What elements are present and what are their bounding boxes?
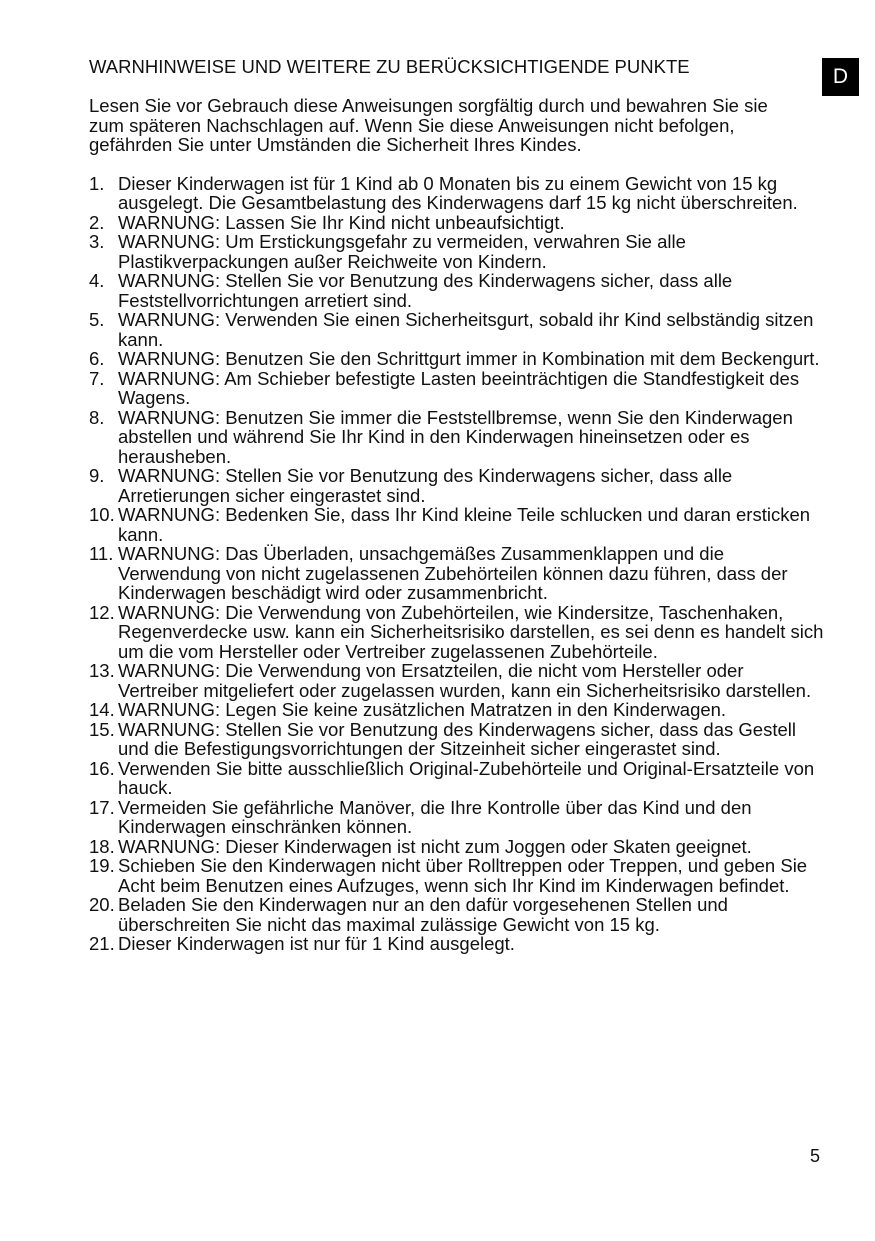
item-text: WARNUNG: Die Verwendung von Zubehörteilen, wie Kindersitze, Taschenhaken, Regenverdecke usw. kann ein Sicherheitsrisiko darstellen, es sei denn es handelt sich um die vom Hersteller oder Vertreiber zugelassenen Zubehörteile.: [118, 601, 824, 662]
item-text: WARNUNG: Die Verwendung von Ersatzteilen, die nicht vom Hersteller oder Vertreiber mitgeliefert oder zugelassen wurden, kann ein Sicherheitsrisiko darstellen.: [118, 660, 812, 701]
item-number: 12.: [89, 601, 115, 623]
list-item: [89, 603, 824, 662]
item-number: 10.: [89, 504, 115, 526]
item-text: WARNUNG: Lassen Sie Ihr Kind nicht unbeaufsichtigt.: [118, 211, 565, 233]
item-number: 9.: [89, 465, 105, 487]
item-number: 19.: [89, 855, 115, 877]
item-number: 11.: [89, 543, 114, 565]
item-number: 16.: [89, 757, 115, 779]
item-text: Vermeiden Sie gefährliche Manöver, die Ihre Kontrolle über das Kind und den Kinderwagen einschränken können.: [118, 796, 752, 838]
item-number: 1.: [89, 172, 105, 194]
item-text: WARNUNG: Am Schieber befestigte Lasten beeinträchtigen die Standfestigkeit des Wagens.: [118, 367, 800, 409]
list-item: [89, 720, 824, 759]
item-number: 8.: [89, 406, 105, 428]
list-item: [89, 349, 824, 369]
item-text: WARNUNG: Benutzen Sie immer die Feststellbremse, wenn Sie den Kinderwagen abstellen und während Sie Ihr Kind in den Kinderwagen hineinsetzen oder es herausheben.: [118, 406, 793, 467]
item-text: WARNUNG: Verwenden Sie einen Sicherheitsgurt, sobald ihr Kind selbständig sitzen kann.: [118, 309, 814, 350]
list-item: [89, 544, 824, 603]
list-item: [89, 895, 824, 934]
warnings-list: [89, 174, 824, 954]
item-text: Schieben Sie den Kinderwagen nicht über Rolltreppen oder Treppen, und geben Sie Acht beim Benutzen eines Aufzuges, wenn sich Ihr Kind im Kinderwagen befindet.: [118, 855, 808, 896]
intro-paragraph: Lesen Sie vor Gebrauch diese Anweisungen sorgfältig durch und bewahren Sie sie zum späteren Nachschlagen auf. Wenn Sie diese Anweisungen nicht befolgen, gefährden Sie unter Umständen die Sicherheit Ihres Kindes.: [89, 95, 768, 156]
list-item: [89, 661, 824, 700]
item-text: Dieser Kinderwagen ist nur für 1 Kind ausgelegt.: [118, 933, 515, 955]
list-item: [89, 934, 824, 954]
item-number: 3.: [89, 231, 105, 253]
item-text: WARNUNG: Stellen Sie vor Benutzung des Kinderwagens sicher, dass das Gestell und die Befestigungsvorrichtungen der Sitzeinheit sicher eingerastet sind.: [118, 718, 796, 760]
list-item: [89, 369, 824, 408]
item-text: WARNUNG: Legen Sie keine zusätzlichen Matratzen in den Kinderwagen.: [118, 699, 727, 721]
item-number: 6.: [89, 348, 105, 370]
list-item: [89, 700, 824, 720]
item-text: WARNUNG: Bedenken Sie, dass Ihr Kind kleine Teile schlucken und daran ersticken kann.: [118, 504, 811, 545]
item-text: WARNUNG: Dieser Kinderwagen ist nicht zum Joggen oder Skaten geeignet.: [118, 835, 752, 857]
item-text: Beladen Sie den Kinderwagen nur an den dafür vorgesehenen Stellen und überschreiten Sie nicht das maximal zulässige Gewicht von 15 kg.: [118, 894, 728, 935]
item-text: WARNUNG: Um Erstickungsgefahr zu vermeiden, verwahren Sie alle Plastikverpackungen außer Reichweite von Kindern.: [118, 231, 686, 272]
item-number: 21.: [89, 933, 115, 955]
item-text: WARNUNG: Stellen Sie vor Benutzung des Kinderwagens sicher, dass alle Feststellvorrichtungen arretiert sind.: [118, 270, 733, 311]
item-text: Dieser Kinderwagen ist für 1 Kind ab 0 Monaten bis zu einem Gewicht von 15 kg ausgelegt. Die Gesamtbelastung des Kinderwagens darf 15 kg nicht überschreiten.: [118, 172, 798, 214]
list-item: [89, 174, 824, 213]
list-item: [89, 310, 824, 349]
list-item: [89, 466, 824, 505]
list-item: [89, 856, 824, 895]
list-item: [89, 759, 824, 798]
item-number: 7.: [89, 367, 105, 389]
page-number: 5: [809, 1146, 820, 1166]
item-number: 20.: [89, 894, 115, 916]
item-text: WARNUNG: Das Überladen, unsachgemäßes Zusammenklappen und die Verwendung von nicht zugelassenen Zubehörteilen können dazu führen, dass der Kinderwagen beschädigt wird oder zusammenbricht.: [118, 543, 788, 604]
list-item: [89, 408, 824, 467]
page-title: WARNHINWEISE UND WEITERE ZU BERÜCKSICHTIGENDE PUNKTE: [89, 56, 690, 77]
list-item: [89, 232, 824, 271]
item-number: 15.: [89, 718, 115, 740]
list-item: [89, 798, 824, 837]
item-text: Verwenden Sie bitte ausschließlich Original-Zubehörteile und Original-Ersatzteile von hauck.: [118, 757, 815, 799]
item-number: 17.: [89, 796, 115, 818]
item-number: 4.: [89, 270, 105, 292]
list-item: [89, 837, 824, 857]
item-number: 2.: [89, 211, 105, 233]
list-item: [89, 271, 824, 310]
list-item: [89, 505, 824, 544]
item-number: 14.: [89, 699, 115, 721]
item-number: 13.: [89, 660, 115, 682]
language-tab: D: [822, 58, 859, 96]
item-number: 5.: [89, 309, 105, 331]
item-text: WARNUNG: Benutzen Sie den Schrittgurt immer in Kombination mit dem Beckengurt.: [118, 348, 820, 370]
list-item: [89, 213, 824, 233]
item-text: WARNUNG: Stellen Sie vor Benutzung des Kinderwagens sicher, dass alle Arretierungen sicher eingerastet sind.: [118, 465, 733, 506]
item-number: 18.: [89, 835, 115, 857]
content: [89, 55, 824, 954]
